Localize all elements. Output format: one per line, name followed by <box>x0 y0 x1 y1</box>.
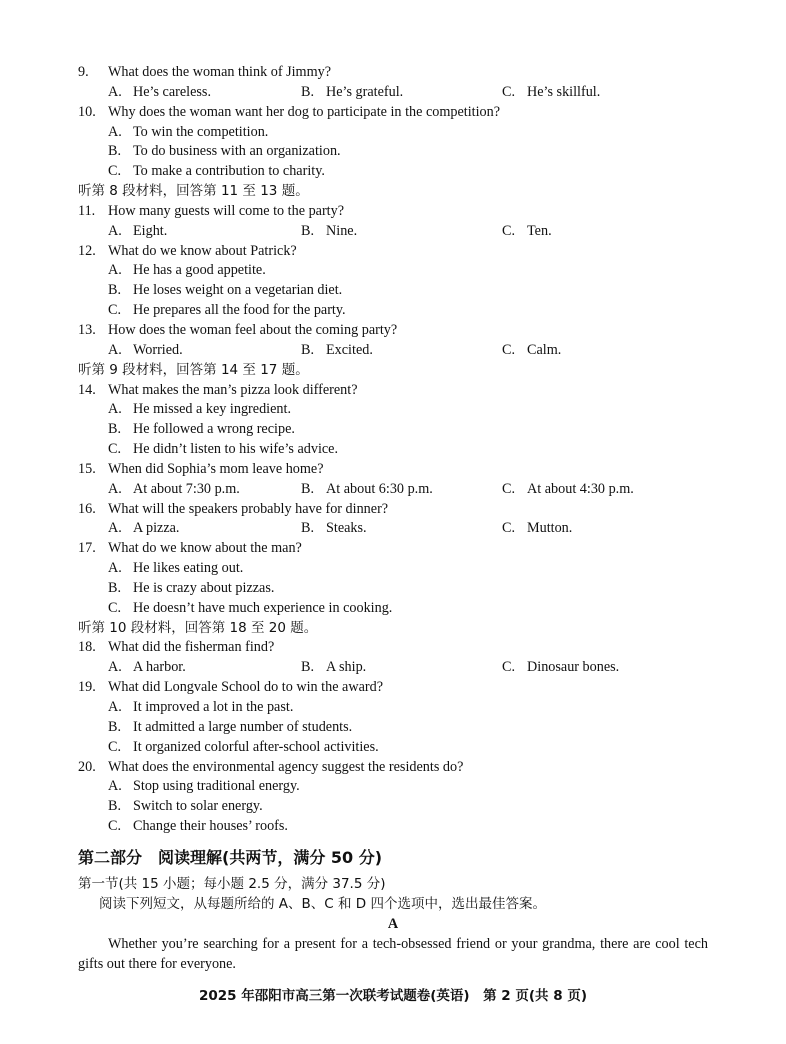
option-b: B. At about 6:30 p.m. <box>301 480 433 497</box>
question-18-options <box>78 658 708 678</box>
question-12-option-b: B. He loses weight on a vegetarian diet. <box>108 282 343 299</box>
question-10-option-b: B. To do business with an organization. <box>108 143 341 160</box>
question-text: What do we know about the man? <box>108 540 302 557</box>
question-14-option-c: C. He didn’t listen to his wife’s advice. <box>108 441 339 458</box>
question-text: What makes the man’s pizza look different? <box>108 381 358 398</box>
option-b: B. He’s grateful. <box>301 83 404 100</box>
question-number: 19. <box>78 679 96 696</box>
question-20-option-a: A. Stop using traditional energy. <box>108 778 300 795</box>
option-c: C. At about 4:30 p.m. <box>502 480 634 497</box>
question-number: 9. <box>78 64 89 80</box>
question-14-option-b: B. He followed a wrong recipe. <box>108 421 295 438</box>
question-17-option-b: B. He is crazy about pizzas. <box>108 579 275 596</box>
question-13-options <box>78 341 708 361</box>
question-number: 16. <box>78 500 96 517</box>
question-text: What did the fisherman find? <box>108 639 275 656</box>
option-c: C. Dinosaur bones. <box>502 659 620 676</box>
question-10-option-a: A. To win the competition. <box>108 123 269 140</box>
exam-page-content <box>78 63 708 974</box>
question-text: What did Longvale School do to win the award? <box>108 679 384 696</box>
question-text: What do we know about Patrick? <box>108 242 297 259</box>
question-number: 14. <box>78 381 96 398</box>
option-c: C. Ten. <box>502 222 552 239</box>
question-11-stem <box>78 202 708 222</box>
reading-instruction: 阅读下列短文，从每题所给的 A、B、C 和 D 四个选项中，选出最佳答案。 <box>99 895 546 912</box>
question-19-option-a: A. It improved a lot in the past. <box>108 699 294 715</box>
question-text: When did Sophia’s mom leave home? <box>108 460 324 477</box>
passage-paragraph: Whether you’re searching for a present for a tech-obsessed friend or your grandma, there are cool tech gifts out there for everyone. <box>78 936 708 973</box>
option-a: A. Worried. <box>108 341 183 358</box>
question-number: 12. <box>78 242 96 259</box>
question-number: 11. <box>78 202 96 219</box>
question-17-stem <box>78 539 708 559</box>
section-9-heading: 听第 9 段材料，回答第 14 至 17 题。 <box>78 361 309 378</box>
question-20-option-b: B. Switch to solar energy. <box>108 798 263 815</box>
question-12-option-a: A. He has a good appetite. <box>108 262 266 279</box>
question-number: 17. <box>78 540 96 557</box>
question-number: 10. <box>78 103 96 120</box>
question-text: How many guests will come to the party? <box>108 202 345 219</box>
option-b: B. A ship. <box>301 659 367 676</box>
question-10-option-c: C. To make a contribution to charity. <box>108 163 325 180</box>
part-2-title: 第二部分 阅读理解(共两节，满分 50 分) <box>78 847 383 867</box>
question-number: 20. <box>78 758 96 775</box>
question-10-stem <box>78 103 708 123</box>
question-19-option-b: B. It admitted a large number of students. <box>108 718 353 735</box>
option-a: A. He’s careless. <box>108 83 211 100</box>
question-number: 18. <box>78 639 96 656</box>
question-text: What does the environmental agency suggest the residents do? <box>108 758 464 775</box>
question-15-stem <box>78 460 708 480</box>
option-a: A. A pizza. <box>108 520 180 537</box>
question-11-options <box>78 222 708 242</box>
question-9-stem <box>78 63 708 83</box>
passage-label: A <box>387 915 399 932</box>
question-number: 13. <box>78 321 96 338</box>
question-12-stem <box>78 242 708 262</box>
question-16-options <box>78 519 708 539</box>
option-b: B. Excited. <box>301 341 373 358</box>
question-20-option-c: C. Change their houses’ roofs. <box>108 818 288 835</box>
question-text: Why does the woman want her dog to participate in the competition? <box>108 103 501 120</box>
option-c: C. He’s skillful. <box>502 83 601 100</box>
section-1-title: 第一节(共 15 小题；每小题 2.5 分，满分 37.5 分) <box>78 875 386 892</box>
question-19-option-c: C. It organized colorful after-school activities. <box>108 738 379 755</box>
question-13-stem <box>78 321 708 341</box>
question-15-options <box>78 480 708 500</box>
option-a: A. A harbor. <box>108 659 186 676</box>
question-17-option-c: C. He doesn’t have much experience in cooking. <box>108 599 393 616</box>
question-18-stem <box>78 638 708 658</box>
question-16-stem <box>78 500 708 520</box>
question-17-option-a: A. He likes eating out. <box>108 560 244 577</box>
section-10-heading: 听第 10 段材料，回答第 18 至 20 题。 <box>78 619 318 636</box>
question-number: 15. <box>78 460 96 477</box>
question-14-stem <box>78 381 708 401</box>
page-footer: 2025 年邵阳市高三第一次联考试题卷(英语) 第 2 页(共 8 页) <box>198 988 588 1004</box>
option-b: B. Steaks. <box>301 520 367 537</box>
question-19-stem <box>78 678 708 698</box>
question-text: How does the woman feel about the coming party? <box>108 321 398 338</box>
section-8-heading: 听第 8 段材料，回答第 11 至 13 题。 <box>78 183 309 200</box>
option-b: B. Nine. <box>301 222 358 239</box>
option-c: C. Calm. <box>502 341 562 358</box>
question-14-option-a: A. He missed a key ingredient. <box>108 401 291 418</box>
question-text: What does the woman think of Jimmy? <box>108 64 332 80</box>
question-12-option-c: C. He prepares all the food for the party. <box>108 302 346 319</box>
option-c: C. Mutton. <box>502 520 573 537</box>
option-a: A. At about 7:30 p.m. <box>108 480 240 497</box>
question-9-options <box>78 83 708 103</box>
option-a: A. Eight. <box>108 222 168 239</box>
question-text: What will the speakers probably have for dinner? <box>108 500 389 517</box>
question-20-stem <box>78 758 708 778</box>
